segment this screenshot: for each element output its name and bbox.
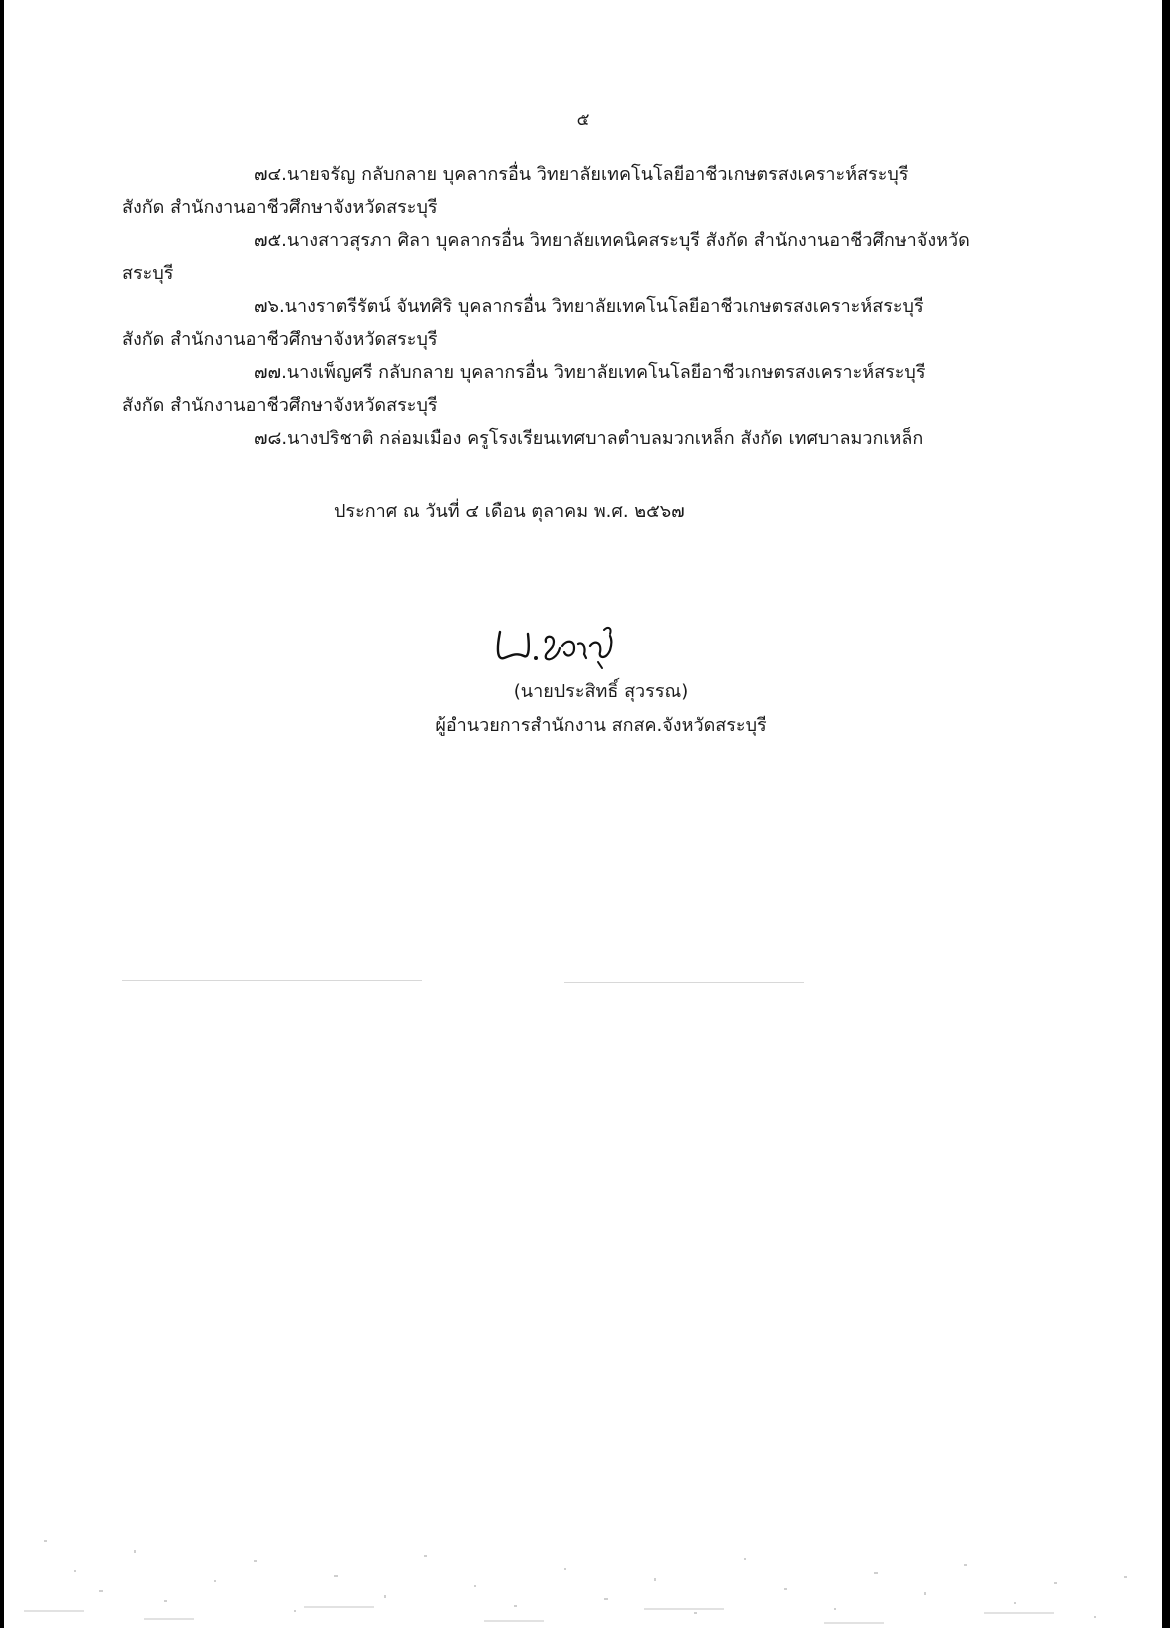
list-item	[122, 224, 982, 290]
signer-title: ผู้อำนวยการสำนักงาน สกสค.จังหวัดสระบุรี	[435, 715, 767, 736]
signer-name: (นายประสิทธิ์ สุวรรณ)	[513, 681, 689, 702]
document-page	[4, 0, 1162, 1628]
page-number: ๕	[576, 110, 590, 130]
list-item	[122, 158, 982, 224]
scan-artifact-line	[122, 980, 422, 981]
entry-first-line: ๗๗.นางเพ็ญศรี กลับกลาย บุคลากรอื่น วิทยาลัยเทคโนโลยีอาชีวเกษตรสงเคราะห์สระบุรี	[254, 362, 926, 383]
scan-noise	[4, 1480, 1162, 1628]
list-item	[122, 356, 982, 422]
entry-continuation: สังกัด สำนักงานอาชีวศึกษาจังหวัดสระบุรี	[122, 329, 438, 350]
entry-first-line: ๗๖.นางราตรีรัตน์ จันทศิริ บุคลากรอื่น วิทยาลัยเทคโนโลยีอาชีวเกษตรสงเคราะห์สระบุรี	[254, 296, 924, 317]
list-item	[122, 290, 982, 356]
entry-continuation: สังกัด สำนักงานอาชีวศึกษาจังหวัดสระบุรี	[122, 395, 438, 416]
entry-continuation: สังกัด สำนักงานอาชีวศึกษาจังหวัดสระบุรี	[122, 197, 438, 218]
handwritten-signature	[486, 612, 636, 672]
scan-artifact-line	[564, 982, 804, 983]
entry-first-line: ๗๕.นางสาวสุรภา ศิลา บุคลากรอื่น วิทยาลัยเทคนิคสระบุรี สังกัด สำนักงานอาชีวศึกษาจังหวัด	[254, 230, 970, 251]
entry-list	[122, 158, 982, 455]
list-item	[122, 422, 982, 455]
entry-first-line: ๗๘.นางปริชาติ กล่อมเมือง ครูโรงเรียนเทศบาลตำบลมวกเหล็ก สังกัด เทศบาลมวกเหล็ก	[254, 428, 924, 449]
entry-first-line: ๗๔.นายจรัญ กลับกลาย บุคลากรอื่น วิทยาลัยเทคโนโลยีอาชีวเกษตรสงเคราะห์สระบุรี	[254, 164, 909, 185]
announcement-date: ประกาศ ณ วันที่ ๔ เดือน ตุลาคม พ.ศ. ๒๕๖๗	[334, 501, 685, 522]
entry-continuation: สระบุรี	[122, 263, 174, 284]
